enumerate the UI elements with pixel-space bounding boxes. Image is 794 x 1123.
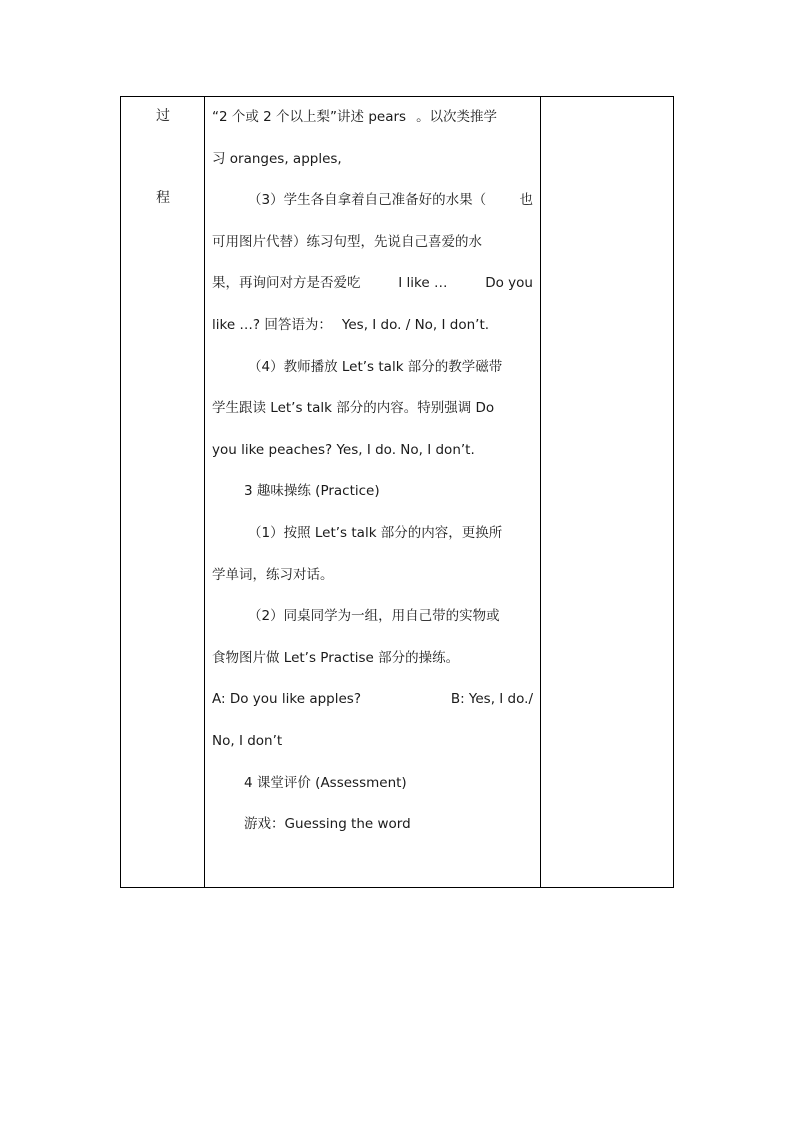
- text-line-11: （1）按照 Let’s talk 部分的内容，更换所: [248, 524, 503, 541]
- procedure-content-cell: [205, 97, 541, 888]
- row-label-cell: [121, 97, 205, 888]
- text-line-14: 食物图片做 Let’s Practise 部分的操练。: [212, 649, 460, 666]
- text-line-7: （4）教师播放 Let’s talk 部分的教学磁带: [248, 358, 503, 375]
- text-line-3: （3）学生各自拿着自己准备好的水果（ 也: [248, 192, 533, 209]
- text-line-15: A: Do you like apples? B: Yes, I do./: [212, 691, 533, 708]
- lesson-plan-table: [120, 96, 674, 888]
- text-line-16: No, I don’t: [212, 732, 283, 749]
- text-line-2: 习 oranges, apples,: [212, 150, 342, 167]
- table-row: [121, 97, 674, 888]
- text-line-18: 游戏：Guessing the word: [244, 816, 411, 833]
- text-line-12: 学单词，练习对话。: [212, 566, 334, 583]
- text-line-13: （2）同桌同学为一组，用自己带的实物或: [248, 608, 500, 625]
- text-line-10: 3 趣味操练 (Practice): [244, 483, 380, 500]
- row-label-char-1: 过: [156, 108, 170, 124]
- row-label-char-2: 程: [156, 190, 170, 206]
- text-line-4: 可用图片代替）练习句型，先说自己喜爱的水: [212, 233, 482, 250]
- text-line-6: like …? 回答语为： Yes, I do. / No, I don’t.: [212, 316, 490, 333]
- procedure-text: [205, 97, 540, 846]
- text-line-17: 4 课堂评价 (Assessment): [244, 774, 407, 791]
- text-line-5: 果，再询问对方是否爱吃 I like … Do you: [212, 275, 533, 292]
- text-line-8: 学生跟读 Let’s talk 部分的内容。特别强调 Do: [212, 400, 495, 417]
- text-line-1: “2 个或 2 个以上梨”讲述 pears 。以次类推学: [212, 109, 498, 125]
- notes-cell: [541, 97, 674, 888]
- text-line-9: you like peaches? Yes, I do. No, I don’t.: [212, 441, 475, 458]
